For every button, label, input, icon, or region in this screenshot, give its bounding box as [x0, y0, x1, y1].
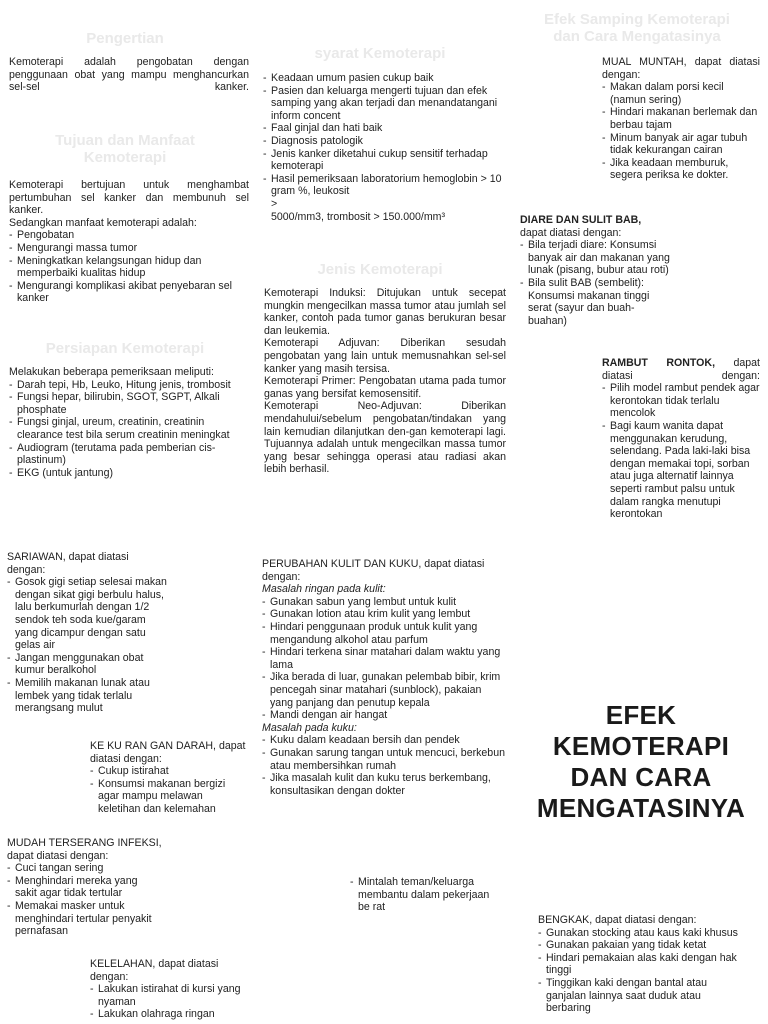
list-item: - Jangan menggunakan obat kumur beralkohol — [7, 652, 167, 677]
list-item: - Fungsi ginjal, ureum, creatinin, creatinin clearance test bila serum creatinin meningkat — [9, 416, 249, 441]
tujuan-intro: Kemoterapi bertujuan untuk menghambat pertumbuhan sel kanker dan membunuh sel kanker. — [9, 179, 249, 217]
mual-section: MUAL MUNTAH, dapat diatasi dengan: - Makan dalam porsi kecil (namun sering) - Hindari makanan berlemak dan berbau tajam - Minum banyak air agar tubuh tidak kekurangan cairan - Jika keadaan memburuk, segera periksa ke dokter. — [602, 56, 760, 182]
syarat-section: - Keadaan umum pasien cukup baik - Pasien dan keluarga mengerti tujuan dan efek samping yang akan terjadi dan menandatangani inform concent - Faal ginjal dan hati baik - Diagnosis patologik - Jenis kanker diketahui cukup sensitif terhadap kemoterapi - Hasil pemeriksaan laboratorium hemoglobin > 10 gram %, leukosit > 5000/mm3, trombosit > 150.000/mm³ — [263, 72, 503, 223]
list-item: - Hindari penggunaan produk untuk kulit yang mengandung alkohol atau parfum — [262, 621, 505, 646]
kelelahan-list — [90, 983, 248, 1021]
list-item: - Cuci tangan sering — [7, 862, 162, 875]
list-item: - Lakukan olahraga ringan — [90, 1008, 248, 1021]
rambut-list — [602, 382, 760, 521]
list-item: - Gunakan sarung tangan untuk mencuci, berkebun atau membersihkan rumah — [262, 747, 505, 772]
list-item: - Gunakan lotion atau krim kulit yang lembut — [262, 608, 505, 621]
list-item: - Kuku dalam keadaan bersih dan pendek — [262, 734, 505, 747]
list-item: - Faal ginjal dan hati baik — [263, 122, 503, 135]
list-item: - Gosok gigi setiap selesai makan dengan sikat gigi berbulu halus, lalu berkumurlah dengan 1/2 sendok teh soda kue/garam yang dicampur dengan satu gelas air — [7, 576, 167, 652]
sariawan-section: SARIAWAN, dapat diatasi dengan: - Gosok gigi setiap selesai makan dengan sikat gigi berbulu halus, lalu berkumurlah dengan 1/2 sendok teh soda kue/garam yang dicampur dengan satu gelas air - Jangan menggunakan obat kumur beralkohol - Memilih makanan lunak atau lembek yang tidak terlalu merangsang mulut — [7, 551, 167, 715]
jenis-section: Kemoterapi Induksi: Ditujukan untuk secepat mungkin mengecilkan massa tumor atau jumlah sel kanker, contoh pada tumor ganas berukuran besar dan leukemia. Kemoterapi Adjuvan: Diberikan sesudah pengobatan yang lain untuk memusnahkan sel-sel kanker yang masih tersisa. Kemoterapi Primer: Pengobatan utama pada tumor ganas yang bersifat kemosensitif. Kemoterapi Neo-Adjuvan: Diberikan mendahului/sebelum pengobatan/tindakan yang lain kemudian dilanjutkan den-gan kemoterapi lagi. Tujuannya adalah untuk mengecilkan massa tumor yang besar sehingga operasi atau radiasi akan lebih berhasil. — [264, 287, 506, 476]
list-item: - Mengurangi massa tumor — [9, 242, 249, 255]
bengkak-list — [538, 927, 748, 1015]
heading-jenis: Jenis Kemoterapi — [317, 261, 443, 278]
list-item: - Pengobatan — [9, 229, 249, 242]
darah-section: KE KU RAN GAN DARAH, dapat diatasi dengan: - Cukup istirahat - Konsumsi makanan bergizi agar mampu melawan keletihan dan kelemahan — [90, 740, 246, 816]
list-item: - Darah tepi, Hb, Leuko, Hitung jenis, trombosit — [9, 379, 249, 392]
list-item: - Jika masalah kulit dan kuku terus berkembang, konsultasikan dengan dokter — [262, 772, 505, 797]
persiapan-section: Melakukan beberapa pemeriksaan meliputi: - Darah tepi, Hb, Leuko, Hitung jenis, trombosit - Fungsi hepar, bilirubin, SGOT, SGPT, Alkali phosphate - Fungsi ginjal, ureum, creatinin, creatinin clearance test bila serum creatinin meningkat - Audiogram (terutama pada pemberian cis-plastinum) - EKG (untuk jantung) — [9, 366, 249, 479]
list-item: - Pasien dan keluarga mengerti tujuan dan efek samping yang akan terjadi dan menandatangani inform concent — [263, 85, 503, 123]
list-item: - Mandi dengan air hangat — [262, 709, 505, 722]
list-item: - Bila terjadi diare: Konsumsi banyak air dan makanan yang lunak (pisang, bubur atau roti) — [520, 239, 670, 277]
kelelahan-section: KELELAHAN, dapat diatasi dengan: - Lakukan istirahat di kursi yang nyaman - Lakukan olahraga ringan — [90, 958, 248, 1021]
list-item: - Meningkatkan kelangsungan hidup dan memperbaiki kualitas hidup — [9, 255, 249, 280]
tujuan-list — [9, 229, 249, 305]
kulit-list — [262, 596, 505, 722]
list-item: - Jenis kanker diketahui cukup sensitif terhadap kemoterapi — [263, 148, 503, 173]
list-item: - Fungsi hepar, bilirubin, SGOT, SGPT, Alkali phosphate — [9, 391, 249, 416]
tujuan-section — [9, 179, 249, 305]
list-item: - Hindari pemakaian alas kaki dengan hak tinggi — [538, 952, 748, 977]
list-item: - Jika keadaan memburuk, segera periksa ke dokter. — [602, 157, 760, 182]
diare-section: DIARE DAN SULIT BAB, dapat diatasi dengan: - Bila terjadi diare: Konsumsi banyak air dan makanan yang lunak (pisang, bubur atau roti) - Bila sulit BAB (sembelit): Konsumsi makanan tinggi serat (sayur dan buah-buahan) — [520, 214, 670, 327]
list-item: - Bila sulit BAB (sembelit): Konsumsi makanan tinggi serat (sayur dan buah-buahan) — [520, 277, 670, 327]
list-item: - Jika berada di luar, gunakan pelembab bibir, krim pencegah sinar matahari (sunblock), pakaian yang panjang dan penutup kepala — [262, 671, 505, 709]
list-item: - Cukup istirahat — [90, 765, 246, 778]
list-item: - Audiogram (terutama pada pemberian cis-plastinum) — [9, 442, 249, 467]
list-item: - Lakukan istirahat di kursi yang nyaman — [90, 983, 248, 1008]
rambut-section: RAMBUT RONTOK, dapat diatasi dengan: - Pilih model rambut pendek agar kerontokan tidak terlalu mencolok - Bagi kaum wanita dapat menggunakan kerudung, selendang. Pada laki-laki bisa dengan memakai topi, sorban atau juga alternatif lainnya seperti rambut palsu untuk dalam rangka menutupi kerontokan — [602, 357, 760, 521]
tujuan-lead: Sedangkan manfaat kemoterapi adalah: — [9, 216, 197, 229]
heading-efek-samping: Efek Samping Kemoterapi dan Cara Mengatasinya — [544, 11, 730, 45]
pengertian-text: Kemoterapi adalah pengobatan dengan penggunaan obat yang mampu menghancurkan sel-sel kanker. — [9, 56, 249, 94]
kulit-section: PERUBAHAN KULIT DAN KUKU, dapat diatasi dengan: Masalah ringan pada kulit: - Gunakan sabun yang lembut untuk kulit - Gunakan lotion atau krim kulit yang lembut - Hindari penggunaan produk untuk kulit yang mengandung alkohol atau parfum - Hindari terkena sinar matahari dalam waktu yang lama - Jika berada di luar, gunakan pelembab bibir, krim pencegah sinar matahari (sunblock), pakaian yang panjang dan penutup kepala - Mandi dengan air hangat Masalah pada kuku: - Kuku dalam keadaan bersih dan pendek - Gunakan sarung tangan untuk mencuci, berkebun atau membersihkan rumah - Jika masalah kulit dan kuku terus berkembang, konsultasikan dengan dokter — [262, 558, 505, 797]
infeksi-section: MUDAH TERSERANG INFEKSI, dapat diatasi dengan: - Cuci tangan sering - Menghindari mereka yang sakit agar tidak tertular - Memakai masker untuk menghindari tertular penyakit pernafasan — [7, 837, 162, 938]
list-item: - Mintalah teman/keluarga membantu dalam pekerjaan be rat — [350, 876, 502, 914]
bengkak-section: BENGKAK, dapat diatasi dengan: - Gunakan stocking atau kaus kaki khusus - Gunakan pakaian yang tidak ketat - Hindari pemakaian alas kaki dengan hak tinggi - Tinggikan kaki dengan bantal atau ganjalan lainnya saat duduk atau berbaring — [538, 914, 748, 1015]
list-item: - Gunakan pakaian yang tidak ketat — [538, 939, 748, 952]
brochure-title: EFEK KEMOTERAPI DAN CARA MENGATASINYA — [536, 700, 746, 823]
list-item: - Memakai masker untuk menghindari tertular penyakit pernafasan — [7, 900, 162, 938]
list-item: - Mengurangi komplikasi akibat penyebaran sel kanker — [9, 280, 249, 305]
diare-list — [520, 239, 670, 327]
mual-list — [602, 81, 760, 182]
list-item: - Menghindari mereka yang sakit agar tidak tertular — [7, 875, 162, 900]
darah-list — [90, 765, 246, 815]
infeksi-list — [7, 862, 162, 938]
list-item: - Hasil pemeriksaan laboratorium hemoglobin > 10 gram %, leukosit — [263, 173, 503, 198]
list-item: - Hindari makanan berlemak dan berbau tajam — [602, 106, 760, 131]
list-item: - EKG (untuk jantung) — [9, 467, 249, 480]
syarat-list — [263, 72, 503, 198]
persiapan-list — [9, 379, 249, 480]
list-item: - Gunakan sabun yang lembut untuk kulit — [262, 596, 505, 609]
list-item: - Memilih makanan lunak atau lembek yang tidak terlalu merangsang mulut — [7, 677, 167, 715]
heading-persiapan: Persiapan Kemoterapi — [45, 340, 205, 357]
list-item: - Pilih model rambut pendek agar kerontokan tidak terlalu mencolok — [602, 382, 760, 420]
list-item: - Keadaan umum pasien cukup baik — [263, 72, 503, 85]
heading-tujuan: Tujuan dan Manfaat Kemoterapi — [55, 132, 195, 166]
list-item: - Makan dalam porsi kecil (namun sering) — [602, 81, 760, 106]
heading-syarat: syarat Kemoterapi — [314, 45, 446, 62]
list-item: - Gunakan stocking atau kaus kaki khusus — [538, 927, 748, 940]
list-item: - Konsumsi makanan bergizi agar mampu melawan keletihan dan kelemahan — [90, 778, 246, 816]
list-item: - Bagi kaum wanita dapat menggunakan kerudung, selendang. Pada laki-laki bisa dengan memakai topi, sorban atau juga alternatif lainnya seperti rambut palsu untuk dalam rangka menutupi kerontokan — [602, 420, 760, 521]
heading-pengertian: Pengertian — [86, 30, 164, 47]
list-item: - Hindari terkena sinar matahari dalam waktu yang lama — [262, 646, 505, 671]
list-item: - Diagnosis patologik — [263, 135, 503, 148]
sariawan-list — [7, 576, 167, 715]
list-item: - Tinggikan kaki dengan bantal atau ganjalan lainnya saat duduk atau berbaring — [538, 977, 748, 1015]
kuku-list — [262, 734, 505, 797]
list-item: - Minum banyak air agar tubuh tidak kekurangan cairan — [602, 132, 760, 157]
kelelahan-continued — [350, 876, 502, 914]
